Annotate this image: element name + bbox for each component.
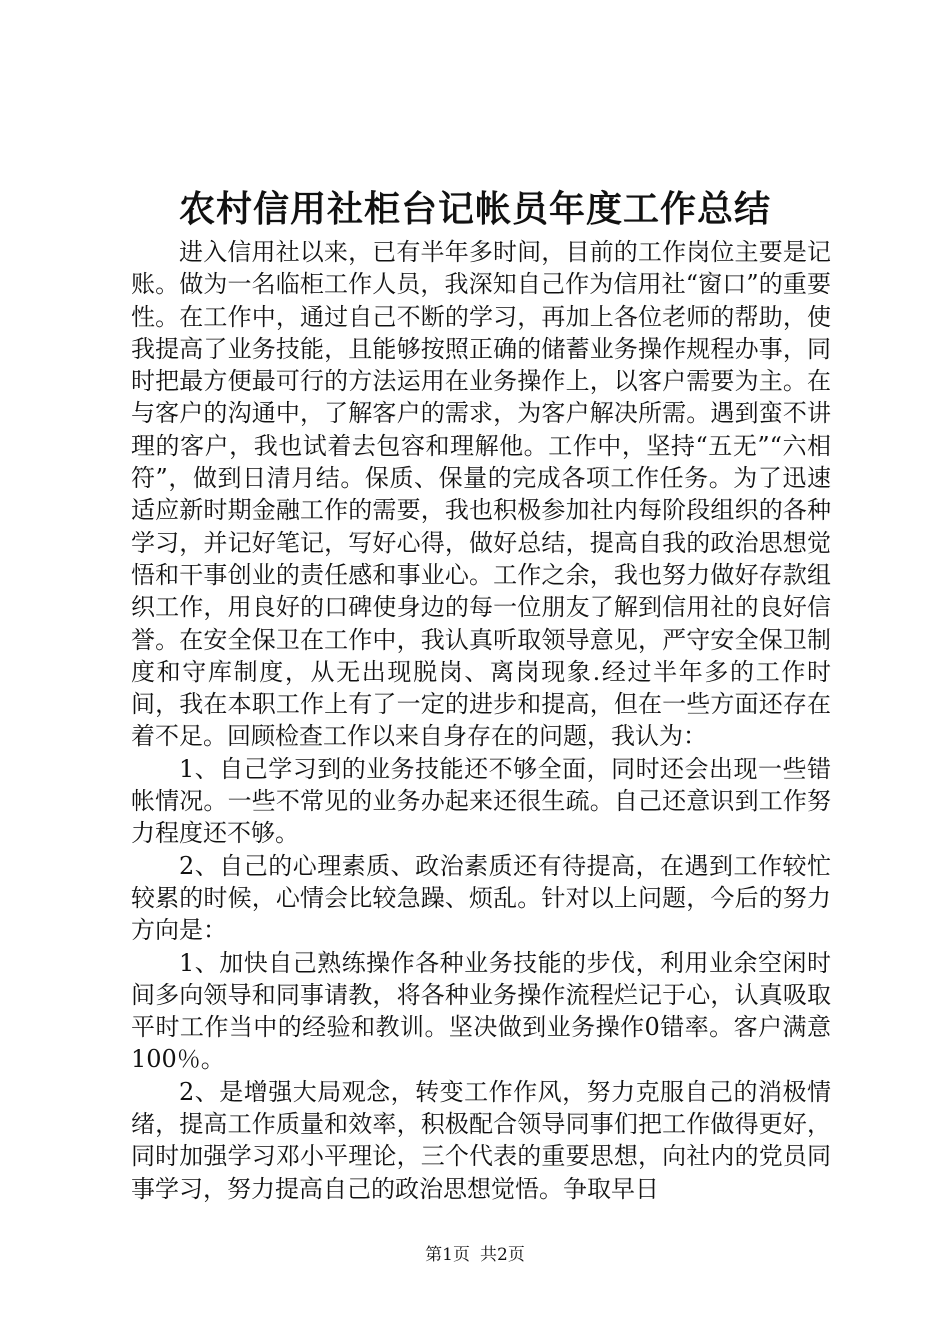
page-number-total: 共2页 [480, 1245, 525, 1265]
document-title: 农村信用社柜台记帐员年度工作总结 [178, 188, 771, 230]
page-footer [0, 1244, 950, 1266]
paragraph-direction-1: 1、加快自己熟练操作各种业务技能的步伐，利用业余空闲时间多向领导和同事请教，将各种业务操作流程烂记于心，认真吸取平时工作当中的经验和教训。坚决做到业务操作0错率。客户满意100％。 [131, 948, 831, 1074]
paragraph-intro: 进入信用社以来，已有半年多时间，目前的工作岗位主要是记账。做为一名临柜工作人员，我深知自己作为信用社“窗口”的重要性。在工作中，通过自己不断的学习，再加上各位老师的帮助，使我提高了业务技能，且能够按照正确的储蓄业务操作规程办事，同时把最方便最可行的方法运用在业务操作上，以客户需要为主。在与客户的沟通中，了解客户的需求，为客户解决所需。遇到蛮不讲理的客户，我也试着去包容和理解他。工作中，坚持“五无”“六相符”，做到日清月结。保质、保量的完成各项工作任务。为了迅速适应新时期金融工作的需要，我也积极参加社内每阶段组织的各种学习，并记好笔记，写好心得，做好总结，提高自我的政治思想觉悟和干事创业的责任感和事业心。工作之余，我也努力做好存款组织工作，用良好的口碑使身边的每一位朋友了解到信用社的良好信誉。在安全保卫在工作中，我认真听取领导意见，严守安全保卫制度和守库制度，从无出现脱岗、离岗现象.经过半年多的工作时间，我在本职工作上有了一定的进步和提高，但在一些方面还存在着不足。回顾检查工作以来自身存在的问题，我认为： [131, 238, 831, 751]
document-body [131, 236, 831, 1205]
paragraph-problem-1: 1、自己学习到的业务技能还不够全面，同时还会出现一些错帐情况。一些不常见的业务办起来还很生疏。自己还意识到工作努力程度还不够。 [131, 754, 831, 848]
paragraph-problem-2: 2、自己的心理素质、政治素质还有待提高，在遇到工作较忙较累的时候，心情会比较急躁、烦乱。针对以上问题，今后的努力方向是： [131, 851, 831, 945]
page-number-current: 第1页 [425, 1245, 470, 1265]
paragraph-direction-2: 2、是增强大局观念，转变工作作风，努力克服自己的消极情绪，提高工作质量和效率，积极配合领导同事们把工作做得更好，同时加强学习邓小平理论，三个代表的重要思想，向社内的党员同事学习，努力提高自己的政治思想觉悟。争取早日 [131, 1077, 831, 1203]
